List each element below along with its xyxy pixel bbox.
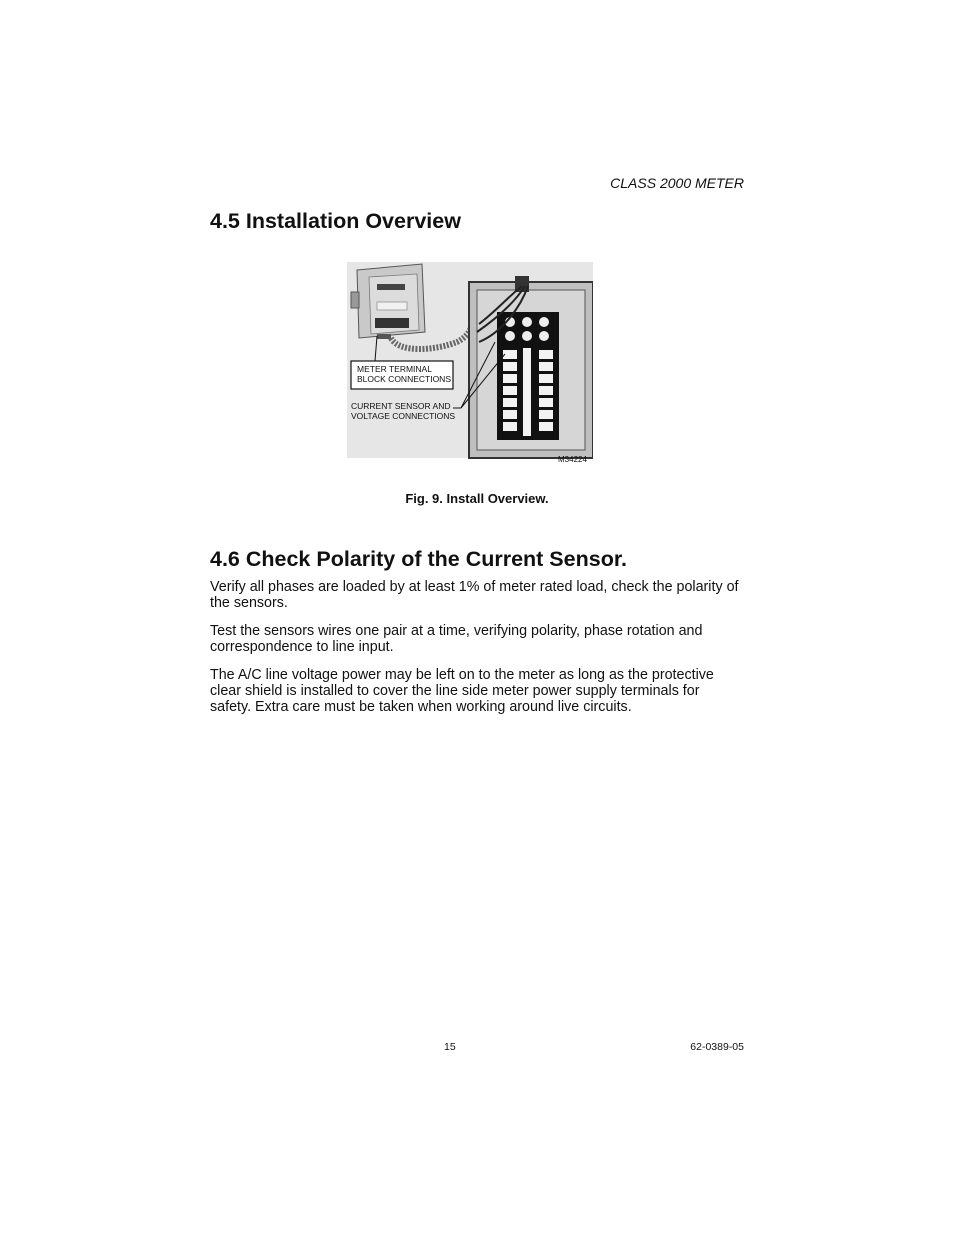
body-paragraph: Test the sensors wires one pair at a time, verifying polarity, phase rotation and correspondence to line input.	[210, 623, 703, 655]
meter-terminal-label-line2: BLOCK CONNECTIONS	[357, 373, 451, 384]
meter-enclosure-drawing	[351, 264, 425, 339]
page-number: 15	[444, 1041, 456, 1053]
body-paragraph: The A/C line voltage power may be left on to the meter as long as the protective clear shield is installed to cover the line side meter power supply terminals for safety. Extra care must be taken when working around live circuits.	[210, 667, 714, 715]
meter-terminal-label	[357, 365, 451, 384]
section-heading-check-polarity: 4.6 Check Polarity of the Current Sensor.	[210, 547, 627, 571]
figure-caption: Fig. 9. Install Overview.	[405, 491, 549, 506]
current-sensor-label-line1: CURRENT SENSOR AND	[351, 401, 451, 411]
body-paragraph: Verify all phases are loaded by at least 1% of meter rated load, check the polarity of the sensors.	[210, 579, 739, 611]
breaker-panel-drawing	[469, 276, 593, 458]
current-sensor-label-line2: VOLTAGE CONNECTIONS	[351, 410, 456, 421]
drawing-code: M34224	[558, 455, 587, 464]
install-overview-figure	[347, 262, 593, 466]
meter-terminal-label-line1: METER TERMINAL	[357, 364, 432, 374]
current-sensor-label	[351, 402, 455, 421]
document-number: 62-0389-05	[690, 1041, 744, 1053]
running-header: CLASS 2000 METER	[610, 175, 744, 191]
section-heading-installation-overview: 4.5 Installation Overview	[210, 209, 461, 233]
